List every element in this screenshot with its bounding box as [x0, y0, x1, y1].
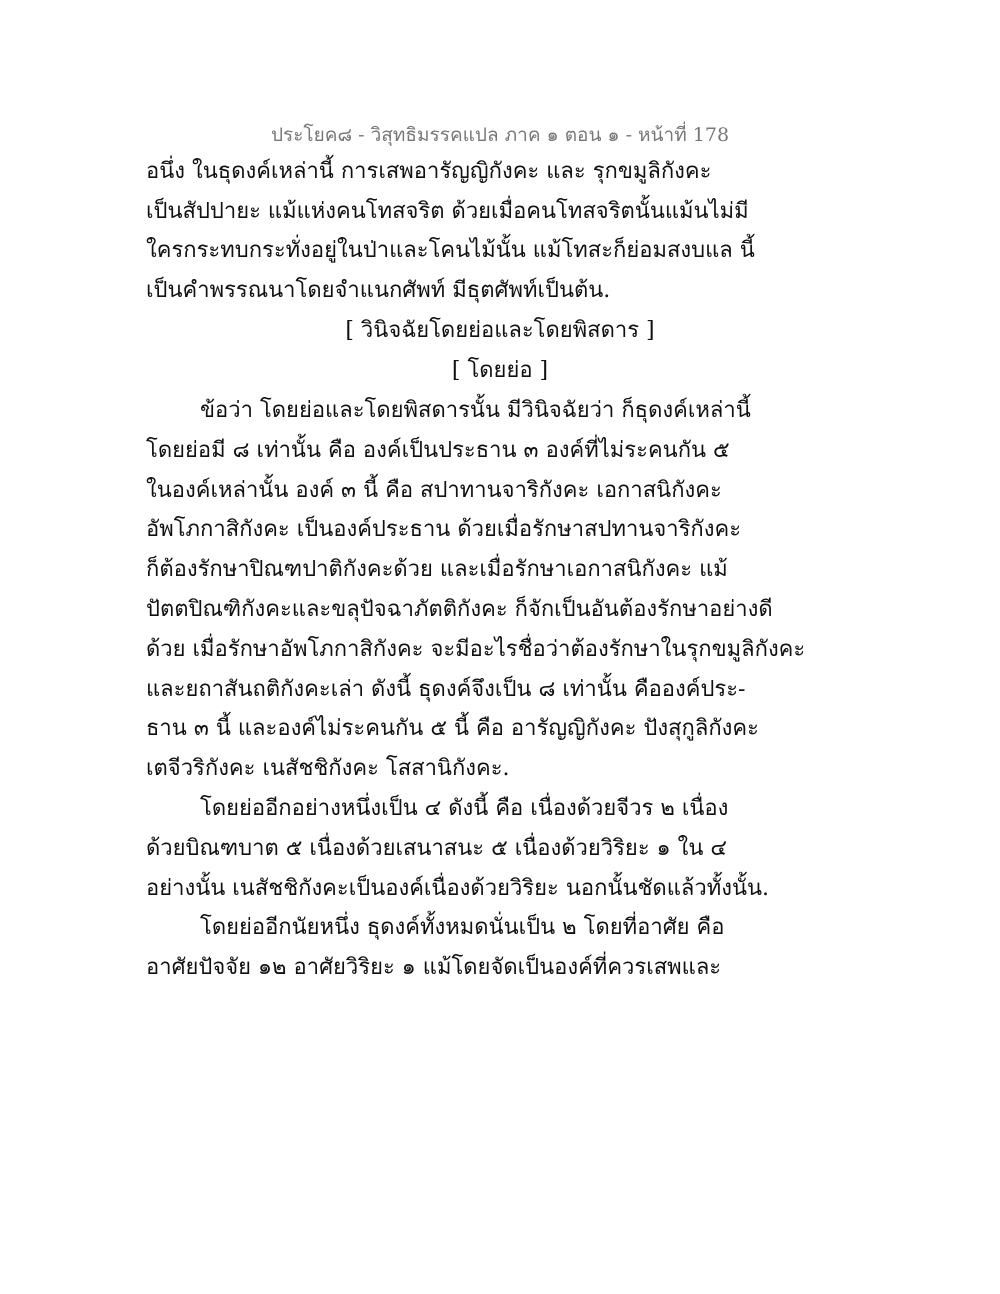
section-heading: [ วินิจฉัยโดยย่อและโดยพิสดาร ] — [345, 318, 655, 343]
para2-line-2: โดยย่อมี ๘ เท่านั้น คือ องค์เป็นประธาน ๓ องค์ที่ไม่ระคนกัน ๕ — [146, 438, 730, 463]
para3-line-3: อย่างนั้น เนสัชชิกังคะเป็นองค์เนื่องด้วยวิริยะ นอกนั้นชัดแล้วทั้งนั้น. — [146, 876, 770, 901]
para2-line-3: ในองค์เหล่านั้น องค์ ๓ นี้ คือ สปาทานจาริกังคะ เอกาสนิกังคะ — [146, 478, 722, 503]
para2-line-6: ปัตตปิณฑิกังคะและขลุปัจฉาภัตติกังคะ ก็จักเป็นอันต้องรักษาอย่างดี — [146, 597, 773, 622]
para2-line-8: และยถาสันถติกังคะเล่า ดังนี้ ธุดงค์จึงเป็น ๘ เท่านั้น คือองค์ประ- — [146, 677, 746, 702]
page-header: ประโยค๘ - วิสุทธิมรรคแปล ภาค ๑ ตอน ๑ - หน้าที่ 178 — [270, 124, 730, 146]
para2-line-5: ก็ต้องรักษาปิณฑปาติกังคะด้วย และเมื่อรักษาเอกาสนิกังคะ แม้ — [146, 557, 728, 582]
para4-line-2: อาศัยปัจจัย ๑๒ อาศัยวิริยะ ๑ แม้โดยจัดเป็นองค์ที่ควรเสพและ — [146, 955, 722, 980]
para4-line-1: โดยย่ออีกนัยหนึ่ง ธุดงค์ทั้งหมดนั่นเป็น ๒ โดยที่อาศัย คือ — [200, 915, 725, 940]
para3-line-2: ด้วยบิณฑบาต ๕ เนื่องด้วยเสนาสนะ ๕ เนื่องด้วยวิริยะ ๑ ใน ๔ — [146, 836, 728, 861]
para1-line-3: ใครกระทบกระทั่งอยู่ในป่าและโคนไม้นั้น แม้โทสะก็ย่อมสงบแล นี้ — [146, 238, 755, 263]
para2-line-7: ด้วย เมื่อรักษาอัพโภกาสิกังคะ จะมีอะไรชื่อว่าต้องรักษาในรุกขมูลิกังคะ — [146, 637, 806, 662]
para1-line-2: เป็นสัปปายะ แม้แห่งคนโทสจริต ด้วยเมื่อคนโทสจริตนั้นแม้นไม่มี — [146, 199, 749, 224]
para2-line-4: อัพโภกาสิกังคะ เป็นองค์ประธาน ด้วยเมื่อรักษาสปทานจาริกังคะ — [146, 517, 742, 542]
para1-line-4: เป็นคำพรรณนาโดยจำแนกศัพท์ มีธุตศัพท์เป็นต้น. — [146, 278, 611, 303]
para1-line-1: อนึ่ง ในธุดงค์เหล่านี้ การเสพอารัญญิกังคะ และ รุกขมูลิกังคะ — [146, 159, 712, 184]
para3-line-1: โดยย่ออีกอย่างหนึ่งเป็น ๔ ดังนี้ คือ เนื่องด้วยจีวร ๒ เนื่อง — [200, 796, 729, 821]
para2-line-10: เตจีวริกังคะ เนสัชชิกังคะ โสสานิกังคะ. — [146, 756, 510, 781]
para2-line-1: ข้อว่า โดยย่อและโดยพิสดารนั้น มีวินิจฉัยว่า ก็ธุดงค์เหล่านี้ — [200, 398, 751, 423]
para2-line-9: ธาน ๓ นี้ และองค์ไม่ระคนกัน ๕ นี้ คือ อารัญญิกังคะ ปังสุกูลิกังคะ — [146, 716, 759, 741]
subsection-heading: [ โดยย่อ ] — [451, 358, 549, 383]
